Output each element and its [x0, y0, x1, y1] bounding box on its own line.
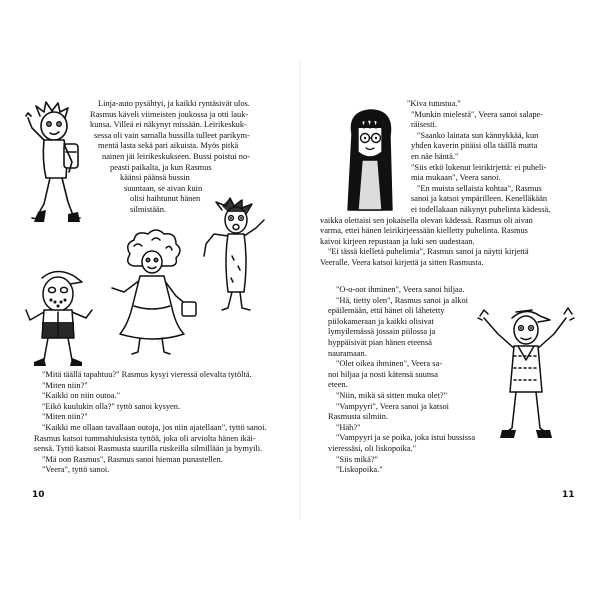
right-middle-line: Rasmusta silmiin. — [328, 412, 389, 422]
right-middle-line: epäilemään, että hänet oli lähetetty — [328, 306, 445, 316]
right-top-line: Veeralle. Veera katsoi kirjettä ja sitten Rasmusta. — [320, 257, 484, 267]
right-middle-line: lymyilemässä jossain piilossa ja — [328, 327, 436, 337]
right-top-line: mia mukaan", Veera sanoi. — [411, 173, 501, 183]
masked-kid-illustration — [20, 262, 100, 370]
right-middle-line: "O-o-oot ihminen", Veera sanoi hiljaa. — [336, 285, 465, 294]
left-top-line: kunsa. Villeä ei näkynyt missään. Leirikeskuk- — [90, 120, 247, 130]
boy-with-cap-illustration — [476, 296, 576, 446]
right-middle-line: piilokameraan ja kaikki olisivat — [328, 316, 434, 326]
dialogue-line: "Miten niin?" — [42, 380, 88, 390]
left-top-line: suuntaan, se aivan kuin — [124, 183, 203, 193]
left-top-line: peasti paikalta, ja kun Rasmus — [110, 162, 212, 172]
dialogue-line: "Miten niin?" — [42, 412, 88, 422]
right-middle-line: vieressäsi, oli liskopoika." — [328, 443, 417, 453]
right-top-line: varma, ettei hänen leirikirjeessään kielletty puhelinta. Rasmus — [320, 226, 528, 236]
right-page — [300, 0, 600, 600]
right-middle-line: "Vampyyri", Veera sanoi ja katsoi — [336, 401, 449, 411]
dialogue-line: "Veera", tyttö sanoi. — [42, 465, 110, 475]
dialogue-line: "Kaikki me ollaan tavallaan outoja, jos niin ajatellaan", tyttö sanoi. — [42, 422, 267, 432]
right-middle-line: "Liskopoika." — [336, 465, 383, 475]
right-middle-line: "Niin, mikä sä sitten muka olet?" — [336, 390, 448, 400]
scared-creature-illustration — [200, 196, 272, 316]
right-top-line: "Siis etkö lukenut leirikirjettä: ei puheli- — [411, 162, 547, 172]
page-number-left: 10 — [32, 490, 45, 500]
page-number-right: 11 — [562, 490, 575, 500]
left-top-line: Linja-auto pysähtyi, ja kaikki ryntäsivät ulos. — [98, 99, 250, 108]
right-middle-line: eteen. — [328, 380, 348, 390]
left-top-line: käänsi päänsä bussin — [120, 173, 190, 183]
right-top-line: "Saanko lainata sun kännykkää, kun — [417, 130, 539, 140]
left-top-line: silmistään. — [130, 204, 167, 214]
left-top-line: Rasmus käveli viimeisten joukossa ja otti lauk- — [90, 109, 249, 119]
right-top-line: "Ei tässä kielletä puhelimia", Rasmus sanoi ja näytti kirjettä — [328, 247, 529, 257]
right-top-text — [320, 99, 571, 269]
right-middle-line: "Vampyyri ja se poika, joka istui bussissa — [336, 433, 476, 443]
right-middle-line: nauramaan. — [328, 348, 367, 358]
right-middle-line: noi hiljaa ja nosti kätensä suunsa — [328, 369, 439, 379]
dialogue-line: Rasmus katsoi tummahiuksista tyttöä, joka oli arviolta hänen ikäi- — [34, 433, 256, 443]
right-top-line: "Kiva tutustua." — [407, 99, 461, 108]
left-top-line: sessa oli vain samalla bussilla tulleet parikym- — [94, 130, 250, 140]
right-top-line: vaikka olettaisi sen jokaisella olevan kädessä. Rasmus oli aivan — [320, 215, 533, 225]
dialogue-line: sensä. Tyttö katsoi Rasmusta suurilla ruskeilla silmillään ja hymyili. — [34, 444, 263, 454]
left-top-line: mentä lasta sekä pari aikuista. Myös pitkä — [98, 141, 239, 151]
right-middle-line: "Hä, tietty olen", Rasmus sanoi ja alkoi — [336, 295, 468, 305]
left-dialogue-text — [34, 370, 282, 476]
dialogue-line: "Eikö kuulukin olla?" tyttö sanoi kysyen. — [42, 401, 181, 411]
left-top-line: olisi haihtunut hänen — [130, 194, 201, 204]
dialogue-line: "Kaikki on niin outoa." — [42, 391, 121, 401]
right-top-line: sanoi ja katsoi ympärilleen. Kenelläkään — [411, 194, 548, 204]
right-middle-line: "Siis mikä?" — [336, 454, 378, 464]
right-top-line: kaivoi kirjeen repustaan ja luki sen uudestaan. — [320, 236, 475, 246]
right-top-line: yhden kaverin pitäisi olla täällä mutta — [411, 141, 538, 151]
boy-with-backpack-illustration — [22, 100, 92, 235]
right-middle-line: hyppäisivät pian hänen eteensä — [328, 337, 432, 347]
right-top-line: räisesti. — [411, 120, 437, 130]
right-top-line: ei todellakaan näkynyt puhelinta kädessä, — [411, 204, 551, 214]
dialogue-line: "Mitä täällä tapahtuu?" Rasmus kysyi vieressä olevalta tytöltä. — [42, 370, 252, 379]
right-top-line: "Munkin mielestä", Veera sanoi salape- — [411, 109, 544, 119]
curly-haired-woman-illustration — [104, 226, 202, 358]
left-top-line: nainen jäi leirikeskukseen. Bussi poistui no- — [102, 151, 250, 161]
right-middle-line: "Häh?" — [336, 422, 361, 432]
right-top-line: en näe häntä." — [411, 151, 459, 161]
right-middle-line: "Olet oikea ihminen", Veera sa- — [336, 359, 442, 369]
dialogue-line: "Mä oon Rasmus", Rasmus sanoi hieman punastellen. — [42, 454, 223, 464]
right-top-line: "En muista sellaista kohtaa", Rasmus — [417, 183, 542, 193]
